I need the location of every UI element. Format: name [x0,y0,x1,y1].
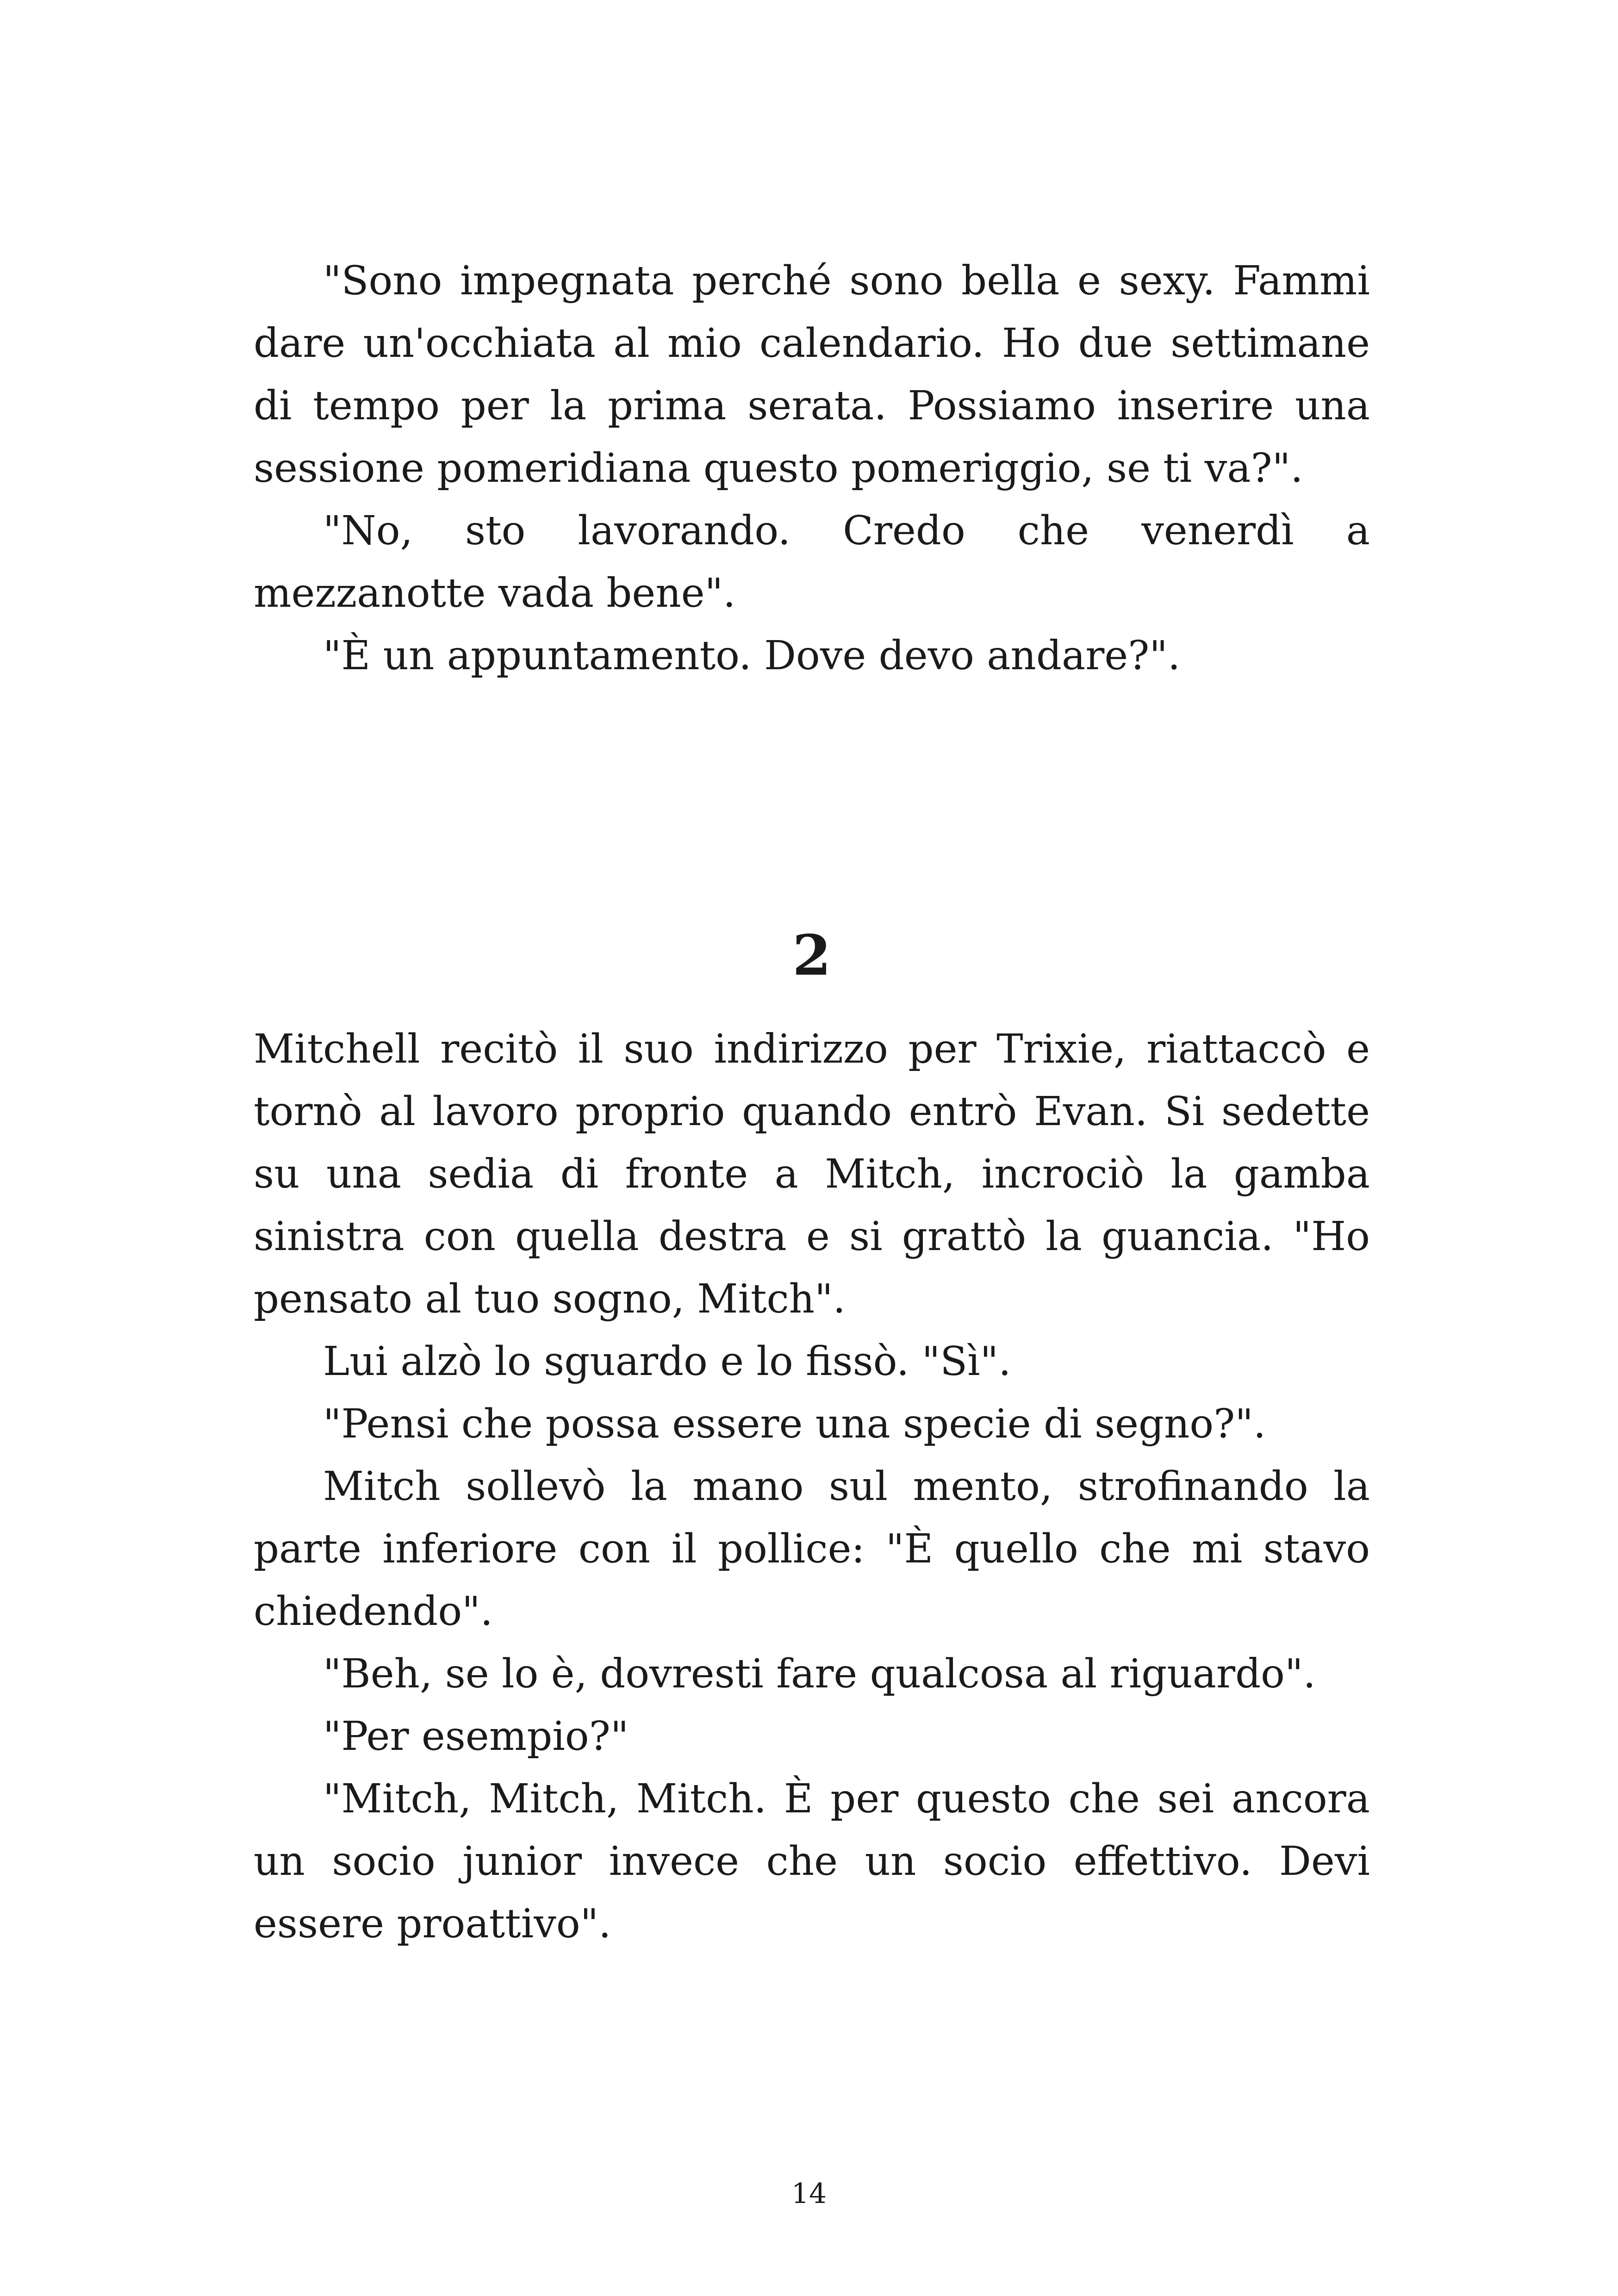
paragraph: Mitch sollevò la mano sul mento, strofinando la parte inferiore con il pollice: "È quello che mi stavo chiedendo". [254,1463,1370,1635]
paragraph: "Sono impegnata perché sono bella e sexy. Fammi dare un'occhiata al mio calendario. Ho due settimane di tempo per la prima serata. Possiamo inserire una sessione pomeridiana questo pomeriggio, se ti va?". [254,258,1370,492]
paragraph: "Mitch, Mitch, Mitch. È per questo che sei ancora un socio junior invece che un socio effettivo. Devi essere proattivo". [254,1776,1370,1947]
chapter-text [254,1018,1370,1955]
paragraph: Mitchell recitò il suo indirizzo per Trixie, riattaccò e tornò al lavoro proprio quando entrò Evan. Si sedette su una sedia di fronte a Mitch, incrociò la gamba sinistra con quella destra e si grattò la guancia. "Ho pensato al tuo sogno, Mitch". [254,1026,1370,1322]
continued-text [254,250,1370,687]
paragraph: "Beh, se lo è, dovresti fare qualcosa al riguardo". [323,1651,1316,1697]
paragraph: "Pensi che possa essere una specie di segno?". [323,1401,1266,1447]
paragraph: "È un appuntamento. Dove devo andare?". [323,633,1181,679]
paragraph: "No, sto lavorando. Credo che venerdì a mezzanotte vada bene". [254,508,1370,616]
chapter-number: 2 [792,923,831,988]
paragraph: "Per esempio?" [323,1713,629,1760]
page-number: 14 [791,2178,827,2210]
paragraph: Lui alzò lo sguardo e lo fissò. "Sì". [323,1338,1011,1385]
